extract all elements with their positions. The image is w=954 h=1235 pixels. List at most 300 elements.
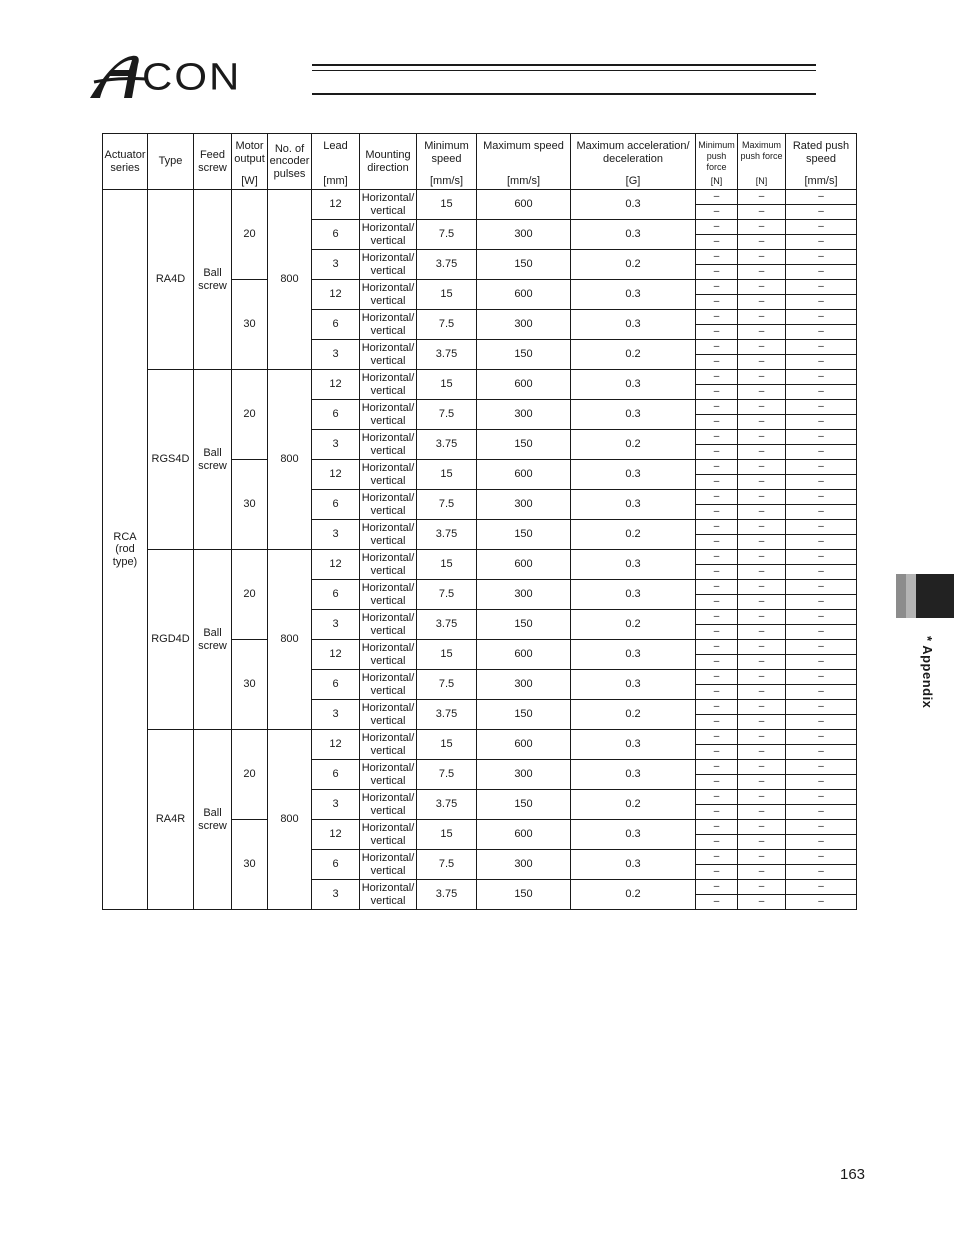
lead-cell: 6: [312, 580, 360, 610]
specification-table: [102, 133, 857, 910]
min-speed-cell: 3.75: [417, 520, 477, 550]
max-speed-cell: 150: [477, 610, 571, 640]
min-speed-cell: 7.5: [417, 670, 477, 700]
max-push-force-cell: –: [738, 490, 786, 505]
min-speed-cell: 7.5: [417, 580, 477, 610]
min-push-force-cell: –: [696, 475, 738, 490]
max-acceleration-cell: 0.3: [571, 670, 696, 700]
max-push-force-cell: –: [738, 265, 786, 280]
lead-cell: 3: [312, 700, 360, 730]
max-acceleration-cell: 0.3: [571, 370, 696, 400]
table-row: [103, 370, 857, 385]
motor-output-cell: 20: [232, 550, 268, 640]
header-cell: [696, 134, 738, 190]
feed-screw-cell: Ball screw: [194, 190, 232, 370]
actuator-series-cell: RCA (rod type): [103, 190, 148, 910]
table-header-row: [103, 134, 857, 190]
rated-push-speed-cell: –: [786, 700, 857, 715]
max-push-force-cell: –: [738, 775, 786, 790]
header-label: Actuator series: [104, 149, 146, 174]
max-acceleration-cell: 0.3: [571, 550, 696, 580]
max-push-force-cell: –: [738, 550, 786, 565]
min-push-force-cell: –: [696, 250, 738, 265]
rated-push-speed-cell: –: [786, 250, 857, 265]
max-push-force-cell: –: [738, 610, 786, 625]
rated-push-speed-cell: –: [786, 280, 857, 295]
min-push-force-cell: –: [696, 550, 738, 565]
lead-cell: 6: [312, 670, 360, 700]
rated-push-speed-cell: –: [786, 715, 857, 730]
motor-output-cell: 20: [232, 730, 268, 820]
max-push-force-cell: –: [738, 445, 786, 460]
min-push-force-cell: –: [696, 280, 738, 295]
rated-push-speed-cell: –: [786, 775, 857, 790]
rated-push-speed-cell: –: [786, 835, 857, 850]
max-acceleration-cell: 0.3: [571, 820, 696, 850]
header-label: Maximum acceleration/ deceleration: [576, 140, 690, 165]
acon-logo-a-mark: [88, 52, 148, 100]
table-row: [103, 550, 857, 565]
rated-push-speed-cell: –: [786, 805, 857, 820]
lead-cell: 12: [312, 550, 360, 580]
max-push-force-cell: –: [738, 790, 786, 805]
max-push-force-cell: –: [738, 640, 786, 655]
min-push-force-cell: –: [696, 370, 738, 385]
rated-push-speed-cell: –: [786, 790, 857, 805]
rated-push-speed-cell: –: [786, 745, 857, 760]
header-unit: [mm/s]: [804, 174, 838, 187]
min-push-force-cell: –: [696, 820, 738, 835]
lead-cell: 12: [312, 280, 360, 310]
rated-push-speed-cell: –: [786, 340, 857, 355]
max-speed-cell: 300: [477, 580, 571, 610]
min-push-force-cell: –: [696, 805, 738, 820]
rated-push-speed-cell: –: [786, 880, 857, 895]
min-speed-cell: 3.75: [417, 880, 477, 910]
min-speed-cell: 3.75: [417, 250, 477, 280]
mounting-direction-cell: Horizontal/ vertical: [360, 760, 417, 790]
rated-push-speed-cell: –: [786, 205, 857, 220]
lead-cell: 12: [312, 730, 360, 760]
rated-push-speed-cell: –: [786, 220, 857, 235]
lead-cell: 6: [312, 220, 360, 250]
header-cell: [477, 134, 571, 190]
max-push-force-cell: –: [738, 295, 786, 310]
min-push-force-cell: –: [696, 325, 738, 340]
min-speed-cell: 15: [417, 280, 477, 310]
header-label: Mounting direction: [365, 149, 411, 174]
rated-push-speed-cell: –: [786, 580, 857, 595]
type-cell: RA4R: [148, 730, 194, 910]
lead-cell: 12: [312, 370, 360, 400]
max-push-force-cell: –: [738, 685, 786, 700]
table-row: [103, 730, 857, 745]
rated-push-speed-cell: –: [786, 565, 857, 580]
max-push-force-cell: –: [738, 370, 786, 385]
min-speed-cell: 7.5: [417, 400, 477, 430]
header-label: Type: [158, 155, 183, 168]
min-push-force-cell: –: [696, 535, 738, 550]
max-acceleration-cell: 0.3: [571, 280, 696, 310]
header-unit: [N]: [710, 176, 723, 186]
lead-cell: 6: [312, 760, 360, 790]
max-push-force-cell: –: [738, 835, 786, 850]
rated-push-speed-cell: –: [786, 535, 857, 550]
min-speed-cell: 3.75: [417, 340, 477, 370]
rated-push-speed-cell: –: [786, 670, 857, 685]
header-label: Minimum speed: [424, 140, 469, 165]
min-push-force-cell: –: [696, 760, 738, 775]
rated-push-speed-cell: –: [786, 355, 857, 370]
min-speed-cell: 3.75: [417, 430, 477, 460]
min-speed-cell: 7.5: [417, 490, 477, 520]
mounting-direction-cell: Horizontal/ vertical: [360, 610, 417, 640]
lead-cell: 6: [312, 400, 360, 430]
max-speed-cell: 600: [477, 820, 571, 850]
rated-push-speed-cell: –: [786, 460, 857, 475]
lead-cell: 12: [312, 820, 360, 850]
lead-cell: 3: [312, 520, 360, 550]
max-speed-cell: 300: [477, 670, 571, 700]
mounting-direction-cell: Horizontal/ vertical: [360, 700, 417, 730]
lead-cell: 3: [312, 250, 360, 280]
rated-push-speed-cell: –: [786, 760, 857, 775]
header-unit: [mm/s]: [430, 174, 463, 187]
min-push-force-cell: –: [696, 880, 738, 895]
max-speed-cell: 600: [477, 550, 571, 580]
header-label: No. of encoder pulses: [269, 142, 310, 180]
min-push-force-cell: –: [696, 895, 738, 910]
rated-push-speed-cell: –: [786, 895, 857, 910]
rated-push-speed-cell: –: [786, 415, 857, 430]
min-speed-cell: 15: [417, 730, 477, 760]
min-speed-cell: 7.5: [417, 310, 477, 340]
header-label: Motor output: [234, 140, 265, 165]
rated-push-speed-cell: –: [786, 640, 857, 655]
header-cell: [360, 134, 417, 190]
min-push-force-cell: –: [696, 715, 738, 730]
mounting-direction-cell: Horizontal/ vertical: [360, 850, 417, 880]
motor-output-cell: 30: [232, 460, 268, 550]
rated-push-speed-cell: –: [786, 520, 857, 535]
max-push-force-cell: –: [738, 565, 786, 580]
max-acceleration-cell: 0.3: [571, 760, 696, 790]
motor-output-cell: 30: [232, 820, 268, 910]
min-speed-cell: 15: [417, 460, 477, 490]
max-push-force-cell: –: [738, 625, 786, 640]
rated-push-speed-cell: –: [786, 625, 857, 640]
max-push-force-cell: –: [738, 850, 786, 865]
min-push-force-cell: –: [696, 400, 738, 415]
header-rule-bottom: [312, 93, 816, 95]
mounting-direction-cell: Horizontal/ vertical: [360, 280, 417, 310]
min-push-force-cell: –: [696, 580, 738, 595]
min-push-force-cell: –: [696, 865, 738, 880]
max-push-force-cell: –: [738, 745, 786, 760]
max-acceleration-cell: 0.2: [571, 520, 696, 550]
encoder-pulses-cell: 800: [268, 730, 312, 910]
min-speed-cell: 7.5: [417, 760, 477, 790]
header-unit: [G]: [625, 174, 641, 187]
min-push-force-cell: –: [696, 460, 738, 475]
header-cell: [268, 134, 312, 190]
type-cell: RGS4D: [148, 370, 194, 550]
max-speed-cell: 150: [477, 340, 571, 370]
max-push-force-cell: –: [738, 430, 786, 445]
header-cell: [417, 134, 477, 190]
min-push-force-cell: –: [696, 385, 738, 400]
page-number: 163: [840, 1166, 866, 1183]
motor-output-cell: 20: [232, 190, 268, 280]
min-speed-cell: 3.75: [417, 610, 477, 640]
max-speed-cell: 600: [477, 190, 571, 220]
min-speed-cell: 15: [417, 640, 477, 670]
min-push-force-cell: –: [696, 625, 738, 640]
max-speed-cell: 600: [477, 370, 571, 400]
min-speed-cell: 7.5: [417, 850, 477, 880]
max-push-force-cell: –: [738, 325, 786, 340]
max-push-force-cell: –: [738, 715, 786, 730]
header-unit: [N]: [755, 176, 768, 186]
header-label: Rated push speed: [792, 140, 850, 165]
min-push-force-cell: –: [696, 490, 738, 505]
min-push-force-cell: –: [696, 595, 738, 610]
max-speed-cell: 150: [477, 520, 571, 550]
min-push-force-cell: –: [696, 445, 738, 460]
min-push-force-cell: –: [696, 205, 738, 220]
rated-push-speed-cell: –: [786, 820, 857, 835]
lead-cell: 3: [312, 880, 360, 910]
max-push-force-cell: –: [738, 670, 786, 685]
max-push-force-cell: –: [738, 385, 786, 400]
acon-logo: [88, 50, 241, 100]
max-push-force-cell: –: [738, 415, 786, 430]
min-push-force-cell: –: [696, 565, 738, 580]
header-cell: [148, 134, 194, 190]
max-speed-cell: 300: [477, 850, 571, 880]
max-push-force-cell: –: [738, 220, 786, 235]
encoder-pulses-cell: 800: [268, 190, 312, 370]
max-acceleration-cell: 0.3: [571, 400, 696, 430]
max-speed-cell: 300: [477, 310, 571, 340]
max-speed-cell: 150: [477, 880, 571, 910]
header-label: Feed screw: [198, 149, 227, 174]
mounting-direction-cell: Horizontal/ vertical: [360, 670, 417, 700]
max-push-force-cell: –: [738, 535, 786, 550]
rated-push-speed-cell: –: [786, 370, 857, 385]
rated-push-speed-cell: –: [786, 490, 857, 505]
lead-cell: 3: [312, 340, 360, 370]
max-speed-cell: 150: [477, 790, 571, 820]
max-push-force-cell: –: [738, 805, 786, 820]
max-push-force-cell: –: [738, 820, 786, 835]
rated-push-speed-cell: –: [786, 295, 857, 310]
header-label: Lead: [323, 140, 348, 152]
mounting-direction-cell: Horizontal/ vertical: [360, 580, 417, 610]
min-speed-cell: 15: [417, 550, 477, 580]
feed-screw-cell: Ball screw: [194, 550, 232, 730]
max-acceleration-cell: 0.3: [571, 190, 696, 220]
min-push-force-cell: –: [696, 640, 738, 655]
mounting-direction-cell: Horizontal/ vertical: [360, 880, 417, 910]
min-push-force-cell: –: [696, 235, 738, 250]
max-push-force-cell: –: [738, 250, 786, 265]
max-acceleration-cell: 0.2: [571, 700, 696, 730]
mounting-direction-cell: Horizontal/ vertical: [360, 490, 417, 520]
max-push-force-cell: –: [738, 655, 786, 670]
max-push-force-cell: –: [738, 280, 786, 295]
rated-push-speed-cell: –: [786, 445, 857, 460]
header-label: Maximum speed: [483, 140, 564, 152]
appendix-side-label: * Appendix: [920, 636, 935, 709]
max-acceleration-cell: 0.2: [571, 340, 696, 370]
mounting-direction-cell: Horizontal/ vertical: [360, 400, 417, 430]
min-push-force-cell: –: [696, 220, 738, 235]
rated-push-speed-cell: –: [786, 265, 857, 280]
min-speed-cell: 3.75: [417, 700, 477, 730]
header-cell: [232, 134, 268, 190]
min-push-force-cell: –: [696, 190, 738, 205]
mounting-direction-cell: Horizontal/ vertical: [360, 820, 417, 850]
max-push-force-cell: –: [738, 505, 786, 520]
header-unit: [mm/s]: [507, 174, 540, 187]
lead-cell: 3: [312, 790, 360, 820]
header-label: Minimum push force: [698, 140, 735, 172]
min-push-force-cell: –: [696, 505, 738, 520]
feed-screw-cell: Ball screw: [194, 370, 232, 550]
header-cell: [571, 134, 696, 190]
mounting-direction-cell: Horizontal/ vertical: [360, 190, 417, 220]
appendix-side-tab: [896, 574, 954, 618]
max-push-force-cell: –: [738, 205, 786, 220]
mounting-direction-cell: Horizontal/ vertical: [360, 220, 417, 250]
rated-push-speed-cell: –: [786, 610, 857, 625]
max-acceleration-cell: 0.2: [571, 250, 696, 280]
lead-cell: 6: [312, 310, 360, 340]
min-push-force-cell: –: [696, 700, 738, 715]
min-push-force-cell: –: [696, 610, 738, 625]
header-rule-top: [312, 64, 816, 66]
rated-push-speed-cell: –: [786, 865, 857, 880]
min-push-force-cell: –: [696, 790, 738, 805]
mounting-direction-cell: Horizontal/ vertical: [360, 370, 417, 400]
min-speed-cell: 15: [417, 820, 477, 850]
lead-cell: 3: [312, 610, 360, 640]
mounting-direction-cell: Horizontal/ vertical: [360, 520, 417, 550]
type-cell: RA4D: [148, 190, 194, 370]
max-push-force-cell: –: [738, 400, 786, 415]
lead-cell: 12: [312, 640, 360, 670]
max-push-force-cell: –: [738, 880, 786, 895]
motor-output-cell: 30: [232, 640, 268, 730]
rated-push-speed-cell: –: [786, 325, 857, 340]
max-push-force-cell: –: [738, 355, 786, 370]
motor-output-cell: 30: [232, 280, 268, 370]
mounting-direction-cell: Horizontal/ vertical: [360, 460, 417, 490]
rated-push-speed-cell: –: [786, 685, 857, 700]
max-push-force-cell: –: [738, 595, 786, 610]
min-push-force-cell: –: [696, 775, 738, 790]
max-push-force-cell: –: [738, 340, 786, 355]
max-acceleration-cell: 0.3: [571, 220, 696, 250]
min-push-force-cell: –: [696, 730, 738, 745]
max-push-force-cell: –: [738, 580, 786, 595]
max-speed-cell: 600: [477, 640, 571, 670]
max-speed-cell: 300: [477, 220, 571, 250]
max-acceleration-cell: 0.3: [571, 460, 696, 490]
max-acceleration-cell: 0.3: [571, 310, 696, 340]
max-push-force-cell: –: [738, 730, 786, 745]
min-push-force-cell: –: [696, 355, 738, 370]
rated-push-speed-cell: –: [786, 655, 857, 670]
max-speed-cell: 150: [477, 700, 571, 730]
lead-cell: 6: [312, 490, 360, 520]
header-unit: [W]: [241, 174, 258, 187]
max-speed-cell: 600: [477, 280, 571, 310]
rated-push-speed-cell: –: [786, 595, 857, 610]
max-push-force-cell: –: [738, 700, 786, 715]
max-speed-cell: 600: [477, 730, 571, 760]
min-speed-cell: 3.75: [417, 790, 477, 820]
rated-push-speed-cell: –: [786, 235, 857, 250]
rated-push-speed-cell: –: [786, 400, 857, 415]
min-push-force-cell: –: [696, 430, 738, 445]
rated-push-speed-cell: –: [786, 730, 857, 745]
min-push-force-cell: –: [696, 340, 738, 355]
rated-push-speed-cell: –: [786, 190, 857, 205]
rated-push-speed-cell: –: [786, 430, 857, 445]
max-acceleration-cell: 0.3: [571, 640, 696, 670]
max-push-force-cell: –: [738, 475, 786, 490]
min-push-force-cell: –: [696, 415, 738, 430]
max-acceleration-cell: 0.2: [571, 610, 696, 640]
header-rule-mid: [312, 70, 816, 71]
min-push-force-cell: –: [696, 835, 738, 850]
max-acceleration-cell: 0.2: [571, 790, 696, 820]
max-push-force-cell: –: [738, 895, 786, 910]
max-push-force-cell: –: [738, 865, 786, 880]
feed-screw-cell: Ball screw: [194, 730, 232, 910]
min-push-force-cell: –: [696, 745, 738, 760]
rated-push-speed-cell: –: [786, 505, 857, 520]
type-cell: RGD4D: [148, 550, 194, 730]
max-speed-cell: 150: [477, 430, 571, 460]
max-speed-cell: 150: [477, 250, 571, 280]
header-cell: [312, 134, 360, 190]
min-speed-cell: 15: [417, 370, 477, 400]
min-speed-cell: 7.5: [417, 220, 477, 250]
min-push-force-cell: –: [696, 685, 738, 700]
max-speed-cell: 300: [477, 760, 571, 790]
rated-push-speed-cell: –: [786, 850, 857, 865]
lead-cell: 3: [312, 430, 360, 460]
max-acceleration-cell: 0.3: [571, 850, 696, 880]
max-acceleration-cell: 0.3: [571, 490, 696, 520]
header-unit: [mm]: [323, 174, 348, 187]
table-row: [103, 190, 857, 205]
lead-cell: 12: [312, 190, 360, 220]
lead-cell: 12: [312, 460, 360, 490]
max-push-force-cell: –: [738, 190, 786, 205]
header-cell: [786, 134, 857, 190]
max-acceleration-cell: 0.3: [571, 580, 696, 610]
encoder-pulses-cell: 800: [268, 370, 312, 550]
max-push-force-cell: –: [738, 760, 786, 775]
encoder-pulses-cell: 800: [268, 550, 312, 730]
mounting-direction-cell: Horizontal/ vertical: [360, 730, 417, 760]
mounting-direction-cell: Horizontal/ vertical: [360, 640, 417, 670]
min-push-force-cell: –: [696, 310, 738, 325]
